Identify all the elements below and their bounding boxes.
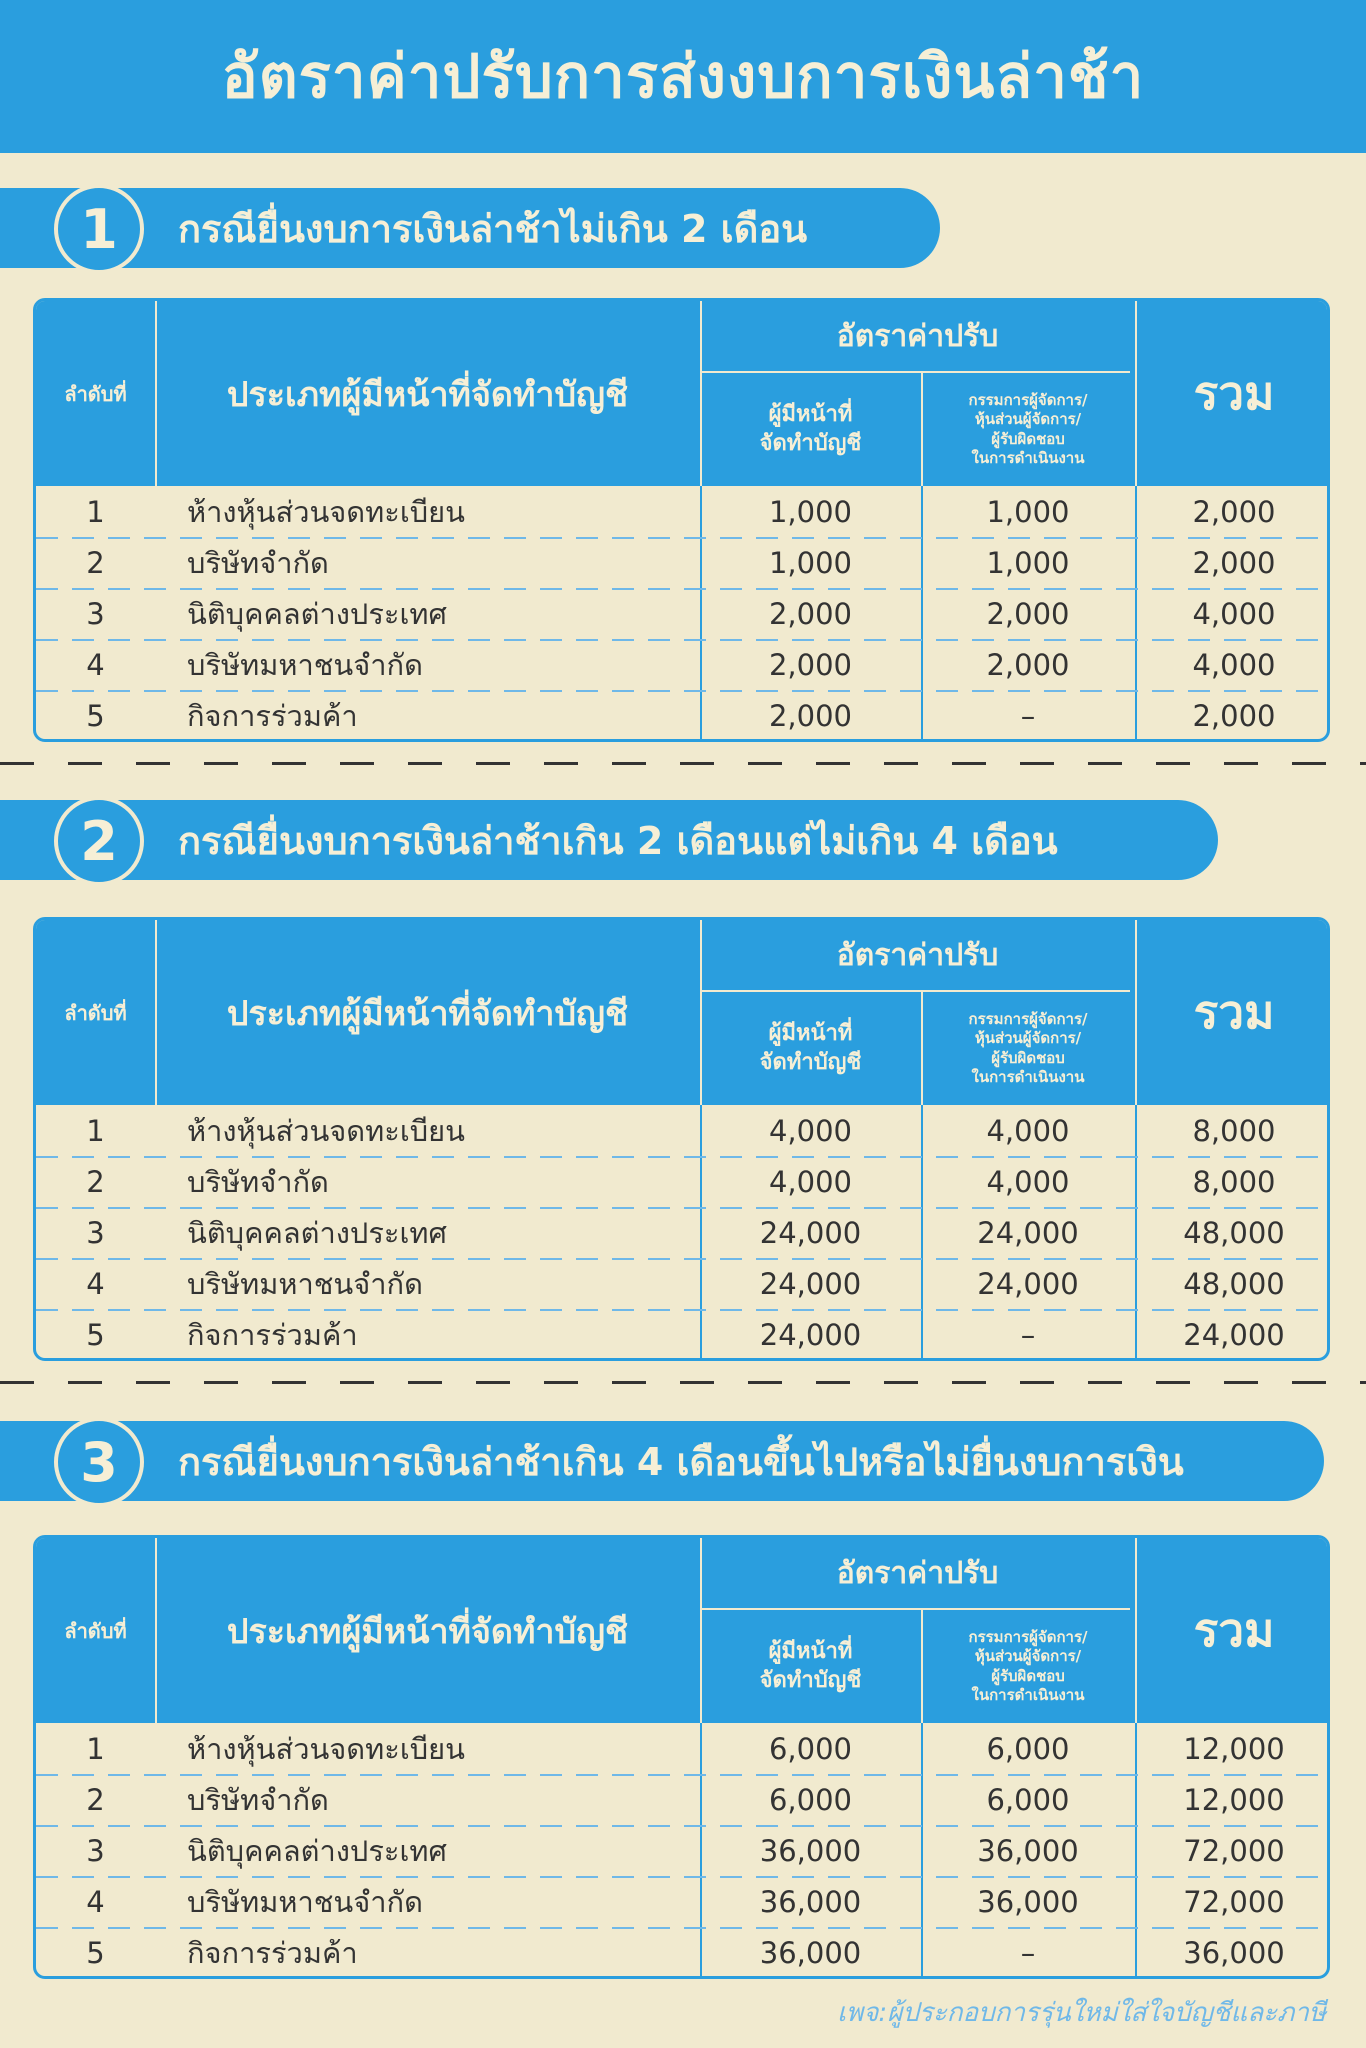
row-no: 2 xyxy=(86,1782,105,1817)
row-type: ห้างหุ้นส่วนจดทะเบียน xyxy=(187,494,465,529)
header-type: ประเภทผู้มีหน้าที่จัดทำบัญชี xyxy=(226,374,629,415)
header-director: กรรมการผู้จัดการ/ หุ้นส่วนผู้จัดการ/ ผู้รับผิดชอบ ในการดำเนินงาน xyxy=(968,1627,1088,1704)
section-title: กรณียื่นงบการเงินล่าช้าไม่เกิน 2 เดือน xyxy=(178,206,808,251)
row-director-fine: 6,000 xyxy=(986,1731,1070,1766)
row-no: 1 xyxy=(86,1731,105,1766)
row-accountable-fine: 4,000 xyxy=(768,1113,853,1148)
row-director-fine: 4,000 xyxy=(986,1164,1070,1199)
row-director-fine: – xyxy=(1020,698,1036,733)
fine-table-1 xyxy=(33,298,1330,742)
header-fine: อัตราค่าปรับ xyxy=(836,1555,999,1591)
table-row xyxy=(36,1723,1327,1774)
table-row xyxy=(36,1258,1327,1309)
header-fine: อัตราค่าปรับ xyxy=(836,937,999,973)
row-type: บริษัทมหาชนจำกัด xyxy=(187,1266,423,1301)
row-total: 4,000 xyxy=(1192,647,1276,682)
table-row xyxy=(36,537,1327,588)
row-director-fine: 36,000 xyxy=(977,1884,1079,1919)
row-director-fine: 1,000 xyxy=(986,545,1070,580)
row-total: 48,000 xyxy=(1183,1266,1285,1301)
row-total: 2,000 xyxy=(1192,545,1276,580)
fine-table-3 xyxy=(33,1535,1330,1979)
table-row xyxy=(36,1309,1327,1360)
header-no: ลำดับที่ xyxy=(64,1618,127,1643)
row-no: 3 xyxy=(86,596,105,631)
row-accountable-fine: 4,000 xyxy=(768,1164,853,1199)
row-total: 24,000 xyxy=(1183,1317,1285,1352)
row-type: กิจการร่วมค้า xyxy=(187,698,358,733)
row-accountable-fine: 24,000 xyxy=(759,1215,862,1250)
header-accountable: ผู้มีหน้าที่ จัดทำบัญชี xyxy=(759,1020,862,1075)
table-header xyxy=(36,920,1327,1105)
table-row xyxy=(36,1105,1327,1156)
table-header xyxy=(36,301,1327,486)
header-director: กรรมการผู้จัดการ/ หุ้นส่วนผู้จัดการ/ ผู้รับผิดชอบ ในการดำเนินงาน xyxy=(968,1009,1088,1086)
row-accountable-fine: 24,000 xyxy=(759,1317,862,1352)
section-title: กรณียื่นงบการเงินล่าช้าเกิน 2 เดือนแต่ไม่เกิน 4 เดือน xyxy=(178,818,1058,863)
header-accountable: ผู้มีหน้าที่ จัดทำบัญชี xyxy=(759,1638,862,1693)
header-accountable: ผู้มีหน้าที่ จัดทำบัญชี xyxy=(759,401,862,456)
section-2-header xyxy=(0,800,1218,880)
row-total: 72,000 xyxy=(1183,1884,1285,1919)
table-row xyxy=(36,639,1327,690)
row-accountable-fine: 6,000 xyxy=(768,1731,853,1766)
header-fine: อัตราค่าปรับ xyxy=(836,318,999,354)
table-row xyxy=(36,486,1327,537)
row-director-fine: – xyxy=(1020,1935,1036,1970)
row-no: 2 xyxy=(86,545,105,580)
header-type: ประเภทผู้มีหน้าที่จัดทำบัญชี xyxy=(226,1611,629,1652)
row-type: กิจการร่วมค้า xyxy=(187,1935,358,1970)
row-no: 3 xyxy=(86,1215,105,1250)
table-body xyxy=(36,486,1327,742)
row-type: นิติบุคคลต่างประเทศ xyxy=(187,596,447,631)
row-director-fine: 24,000 xyxy=(977,1266,1079,1301)
row-total: 2,000 xyxy=(1192,698,1276,733)
table-row xyxy=(36,690,1327,741)
row-director-fine: – xyxy=(1020,1317,1036,1352)
table-body xyxy=(36,1105,1327,1361)
row-type: บริษัทมหาชนจำกัด xyxy=(187,1884,423,1919)
header-type: ประเภทผู้มีหน้าที่จัดทำบัญชี xyxy=(226,993,629,1034)
row-total: 48,000 xyxy=(1183,1215,1285,1250)
row-director-fine: 6,000 xyxy=(986,1782,1070,1817)
row-accountable-fine: 2,000 xyxy=(768,698,853,733)
row-accountable-fine: 2,000 xyxy=(768,647,853,682)
row-director-fine: 2,000 xyxy=(986,596,1070,631)
header-total: รวม xyxy=(1193,366,1275,420)
row-no: 4 xyxy=(86,1266,105,1301)
row-accountable-fine: 2,000 xyxy=(768,596,853,631)
row-no: 5 xyxy=(86,1935,105,1970)
row-type: กิจการร่วมค้า xyxy=(187,1317,358,1352)
row-accountable-fine: 24,000 xyxy=(759,1266,862,1301)
row-no: 3 xyxy=(86,1833,105,1868)
row-director-fine: 1,000 xyxy=(986,494,1070,529)
header-no: ลำดับที่ xyxy=(64,381,127,406)
table-row xyxy=(36,1876,1327,1927)
row-total: 8,000 xyxy=(1192,1113,1276,1148)
section-number: 1 xyxy=(54,184,144,274)
row-total: 4,000 xyxy=(1192,596,1276,631)
row-type: นิติบุคคลต่างประเทศ xyxy=(187,1833,447,1868)
table-row xyxy=(36,588,1327,639)
row-director-fine: 36,000 xyxy=(977,1833,1079,1868)
row-accountable-fine: 36,000 xyxy=(759,1884,862,1919)
row-accountable-fine: 6,000 xyxy=(768,1782,853,1817)
fine-table-2 xyxy=(33,917,1330,1361)
row-no: 5 xyxy=(86,698,105,733)
page-title: อัตราค่าปรับการส่งงบการเงินล่าช้า xyxy=(0,0,1366,153)
section-1-header xyxy=(0,188,940,268)
footer-credit: เพจ:ผู้ประกอบการรุ่นใหม่ใส่ใจบัญชีและภาษี xyxy=(837,1998,1326,2028)
table-row xyxy=(36,1156,1327,1207)
row-type: บริษัทจำกัด xyxy=(187,1164,329,1199)
header-total: รวม xyxy=(1193,985,1275,1039)
row-no: 2 xyxy=(86,1164,105,1199)
section-number: 2 xyxy=(54,796,144,886)
row-type: บริษัทมหาชนจำกัด xyxy=(187,647,423,682)
table-header xyxy=(36,1538,1327,1723)
row-no: 1 xyxy=(86,494,105,529)
table-row xyxy=(36,1927,1327,1978)
row-director-fine: 2,000 xyxy=(986,647,1070,682)
row-no: 4 xyxy=(86,647,105,682)
table-body xyxy=(36,1723,1327,1979)
header-total: รวม xyxy=(1193,1603,1275,1657)
header-no: ลำดับที่ xyxy=(64,1000,127,1025)
row-type: บริษัทจำกัด xyxy=(187,1782,329,1817)
row-no: 5 xyxy=(86,1317,105,1352)
section-title: กรณียื่นงบการเงินล่าช้าเกิน 4 เดือนขึ้นไปหรือไม่ยื่นงบการเงิน xyxy=(178,1439,1184,1484)
row-accountable-fine: 1,000 xyxy=(768,494,853,529)
header-director: กรรมการผู้จัดการ/ หุ้นส่วนผู้จัดการ/ ผู้รับผิดชอบ ในการดำเนินงาน xyxy=(968,390,1088,467)
table-row xyxy=(36,1774,1327,1825)
section-3-header xyxy=(0,1421,1324,1501)
row-accountable-fine: 1,000 xyxy=(768,545,853,580)
section-divider xyxy=(0,762,1366,765)
row-no: 1 xyxy=(86,1113,105,1148)
row-type: ห้างหุ้นส่วนจดทะเบียน xyxy=(187,1113,465,1148)
row-type: ห้างหุ้นส่วนจดทะเบียน xyxy=(187,1731,465,1766)
row-total: 12,000 xyxy=(1183,1731,1285,1766)
section-number: 3 xyxy=(54,1417,144,1507)
row-accountable-fine: 36,000 xyxy=(759,1833,862,1868)
row-total: 72,000 xyxy=(1183,1833,1285,1868)
row-type: นิติบุคคลต่างประเทศ xyxy=(187,1215,447,1250)
row-no: 4 xyxy=(86,1884,105,1919)
row-director-fine: 24,000 xyxy=(977,1215,1079,1250)
row-total: 2,000 xyxy=(1192,494,1276,529)
row-total: 36,000 xyxy=(1183,1935,1285,1970)
row-accountable-fine: 36,000 xyxy=(759,1935,862,1970)
row-type: บริษัทจำกัด xyxy=(187,545,329,580)
row-total: 12,000 xyxy=(1183,1782,1285,1817)
row-director-fine: 4,000 xyxy=(986,1113,1070,1148)
section-divider xyxy=(0,1381,1366,1384)
row-total: 8,000 xyxy=(1192,1164,1276,1199)
table-row xyxy=(36,1825,1327,1876)
table-row xyxy=(36,1207,1327,1258)
